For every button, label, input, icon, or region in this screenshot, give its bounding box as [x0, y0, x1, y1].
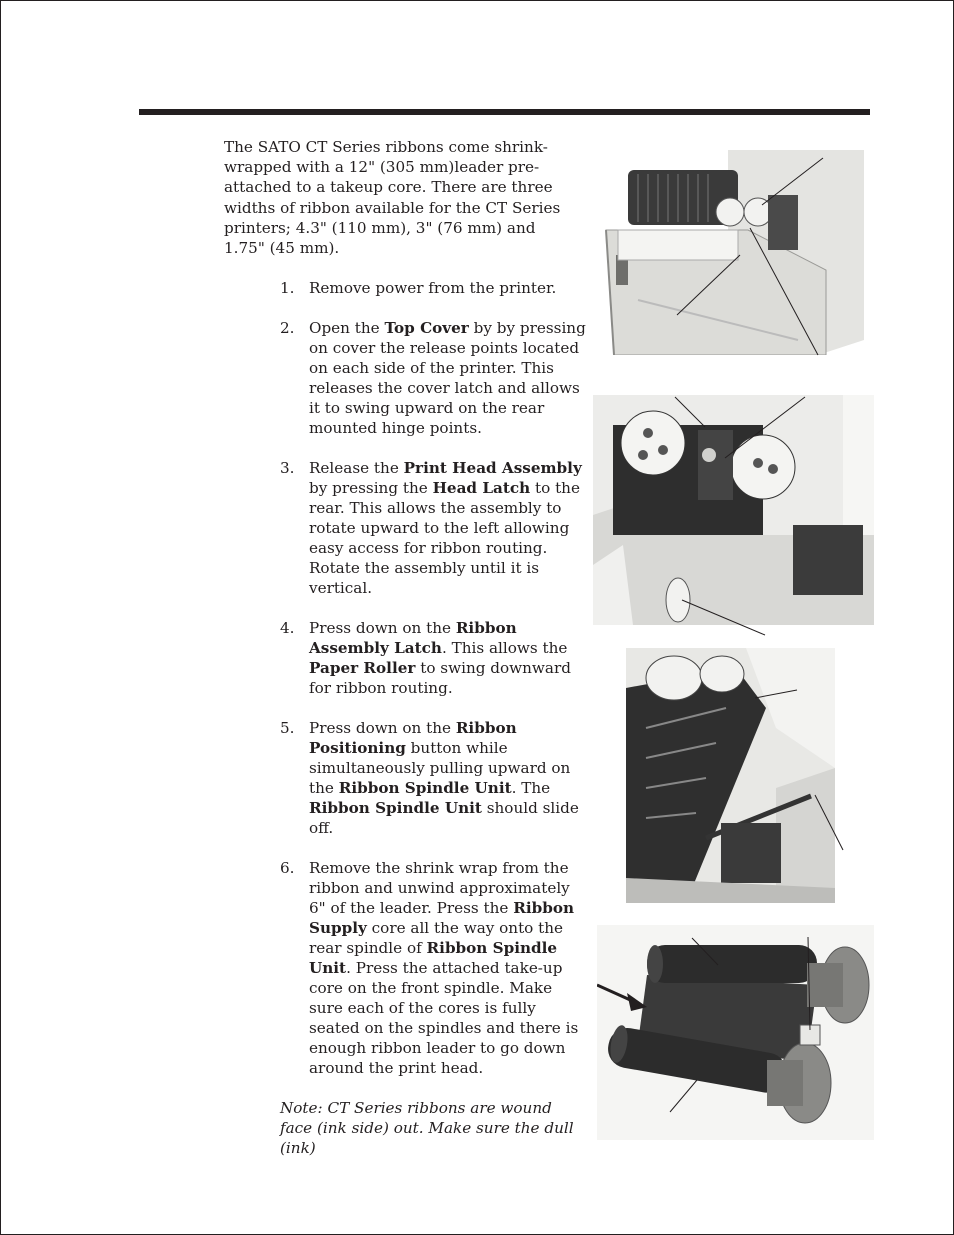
step-fragment: to swing downward for ribbon routing.	[309, 659, 571, 697]
step-number: 6.	[280, 859, 295, 877]
step-fragment: . Press the attached take-up core on the front spindle. Make sure each of the cores is fully seated on the spindles and there is enough ribbon leader to go down around the print head.	[309, 959, 579, 1077]
callout-leader	[755, 690, 797, 698]
intro-paragraph: The SATO CT Series ribbons come shrink-wrapped with a 12" (305 mm)leader pre-attached to a takeup core. There are three widths of ribbon available for the CT Series printers; 4.3" (110 mm), 3" (76 mm) and 1.75" (45 mm).	[224, 138, 561, 258]
step-number: 4.	[280, 619, 295, 637]
step-number: 2.	[280, 319, 295, 337]
step-fragment: button while simultaneously pulling upward on the	[309, 739, 571, 797]
callout-leader	[815, 795, 843, 850]
callout-leader	[677, 255, 740, 315]
callout-leader	[808, 937, 810, 1030]
callout-leader	[675, 397, 705, 427]
step-fragment: Press down on the	[309, 719, 456, 737]
step-fragment: Open the	[309, 319, 385, 337]
step-term: Ribbon Spindle Unit	[309, 799, 482, 817]
step-fragment: should slide off.	[309, 799, 579, 837]
callout-leader	[762, 158, 823, 205]
step-term: Ribbon Supply	[309, 899, 575, 937]
callout-leader	[750, 228, 818, 355]
step-term: Head Latch	[432, 479, 531, 497]
step-fragment: Release the	[309, 459, 404, 477]
step-fragment: Remove the shrink wrap from the ribbon and unwind approximately 6" of the leader. Press the	[309, 859, 570, 917]
step-number: 5.	[280, 719, 295, 737]
callout-leader	[682, 600, 765, 635]
step-number: 3.	[280, 459, 295, 477]
step-number: 1.	[280, 279, 295, 297]
callout-leader	[670, 1080, 697, 1112]
step-term: Ribbon Assembly Latch	[309, 619, 517, 657]
step-fragment: by by pressing on cover the release points located on each side of the printer. This releases the cover latch and allows it to swing upward on the rear mounted hinge points.	[309, 319, 586, 437]
step-fragment: by pressing the	[309, 479, 433, 497]
callout-leader	[692, 938, 718, 965]
step-fragment: . This allows the	[441, 639, 568, 657]
step-term: Top Cover	[384, 319, 469, 337]
step-term: Ribbon Positioning	[309, 719, 517, 757]
step-term: Ribbon Spindle Unit	[309, 939, 558, 977]
step-term: Paper Roller	[309, 659, 416, 677]
step-fragment: . The	[511, 779, 551, 797]
step-term: Print Head Assembly	[403, 459, 582, 477]
step-fragment: Remove power from the printer.	[309, 279, 557, 297]
note-text: Note: CT Series ribbons are wound face (ink side) out. Make sure the dull (ink)	[280, 1099, 574, 1158]
callout-leader	[725, 397, 805, 458]
step-fragment: core all the way onto the rear spindle of	[309, 919, 564, 957]
step-fragment: to the rear. This allows the assembly to rotate upward to the left allowing easy access for ribbon routing. Rotate the assembly until it is vertical.	[309, 479, 580, 597]
step-term: Ribbon Spindle Unit	[338, 779, 512, 797]
step-fragment: Press down on the	[309, 619, 456, 637]
